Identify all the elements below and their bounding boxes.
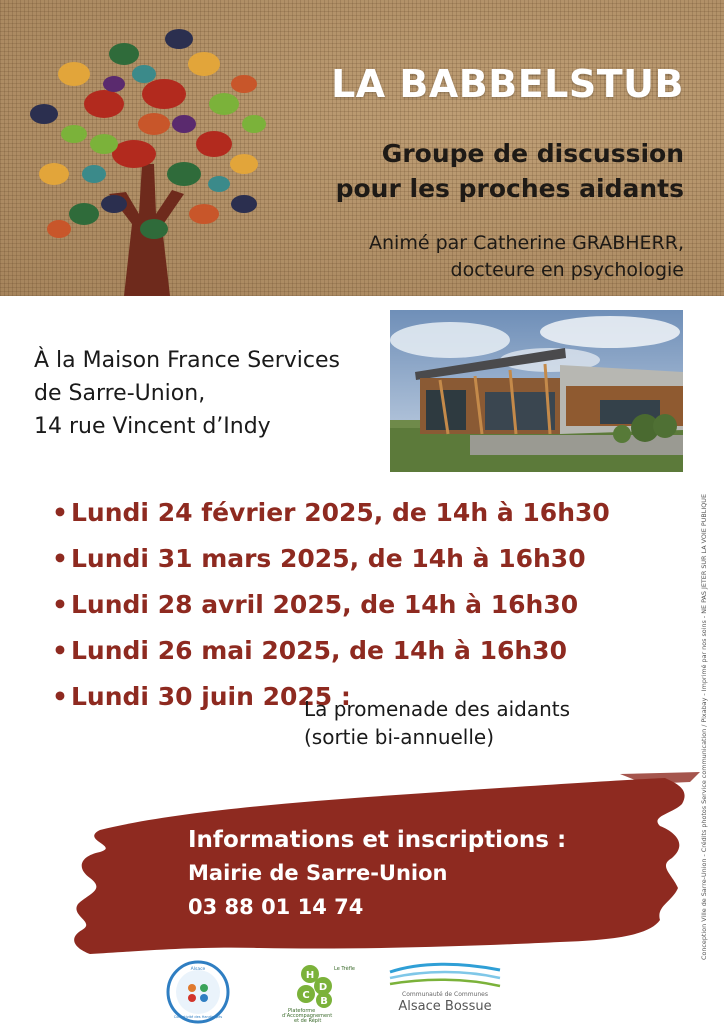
date-item	[46, 590, 706, 636]
date-text: Lundi 28 avril 2025, de 14h à 16h30	[71, 590, 579, 619]
subtitle	[336, 136, 684, 206]
subtitle-line: Groupe de discussion	[381, 139, 684, 168]
building-photo	[390, 310, 683, 472]
bullet: •	[52, 636, 68, 665]
bullet: •	[52, 682, 68, 711]
subtitle-line: pour les proches aidants	[335, 174, 684, 203]
date-item	[46, 498, 706, 544]
date-text: Lundi 30 juin 2025 :	[71, 682, 351, 711]
logo2-letter: D	[318, 982, 328, 993]
logo3-name: Alsace Bossue	[398, 999, 492, 1014]
info-place: Mairie de Sarre-Union	[188, 861, 448, 885]
info-block	[188, 824, 566, 924]
logo2-text: d’Accompagnement	[282, 1013, 333, 1019]
logo1-top: Alsace	[190, 967, 206, 972]
date-text: Lundi 31 mars 2025, de 14h à 16h30	[71, 544, 586, 573]
logo2-text: Plateforme	[288, 1008, 316, 1014]
logo2-letter: B	[320, 996, 328, 1007]
page-title: LA BABBELSTUB	[331, 62, 684, 106]
promenade-line: (sortie bi-annuelle)	[304, 725, 495, 749]
logo1-text: Collectivité des Handicapés	[173, 1015, 223, 1019]
trefle-logo	[268, 960, 355, 1024]
logo2-text: et de Répit	[294, 1018, 322, 1024]
date-text: Lundi 26 mai 2025, de 14h à 16h30	[71, 636, 567, 665]
date-text: Lundi 24 février 2025, de 14h à 16h30	[71, 498, 610, 527]
info-phone: 03 88 01 14 74	[188, 895, 364, 919]
animator-credit	[369, 230, 684, 284]
logo2-letter: H	[305, 970, 315, 981]
animator-line: docteure en psychologie	[450, 259, 684, 281]
location-address	[34, 344, 340, 443]
alsace-handicap-logo	[166, 960, 230, 1024]
animator-line: Animé par Catherine GRABHERR,	[369, 232, 684, 254]
alsace-bossue-logo	[380, 958, 510, 1018]
location-line: 14 rue Vincent d’Indy	[34, 414, 271, 439]
info-heading: Informations et inscriptions :	[188, 827, 567, 853]
promenade-line: La promenade des aidants	[304, 697, 571, 721]
logo2-letter: C	[302, 990, 310, 1001]
bullet: •	[52, 498, 68, 527]
logo2-top: Le Trèfle	[334, 966, 355, 972]
location-line: de Sarre-Union,	[34, 381, 206, 406]
date-item	[46, 544, 706, 590]
header-burlap	[0, 0, 724, 296]
side-credit: Conception Ville de Sarre-Union - Crédits photos Service communication / Pixabay - Imprimé par nos soins - NE PAS JETER SUR LA VOIE PUBLIQUE	[700, 494, 708, 960]
bullet: •	[52, 544, 68, 573]
logo3-small: Communauté de Communes	[402, 991, 488, 998]
promenade-note	[304, 695, 570, 751]
location-line: À la Maison France Services	[34, 348, 340, 373]
date-item	[46, 636, 706, 682]
hands-tree-illustration	[14, 14, 280, 296]
bullet: •	[52, 590, 68, 619]
